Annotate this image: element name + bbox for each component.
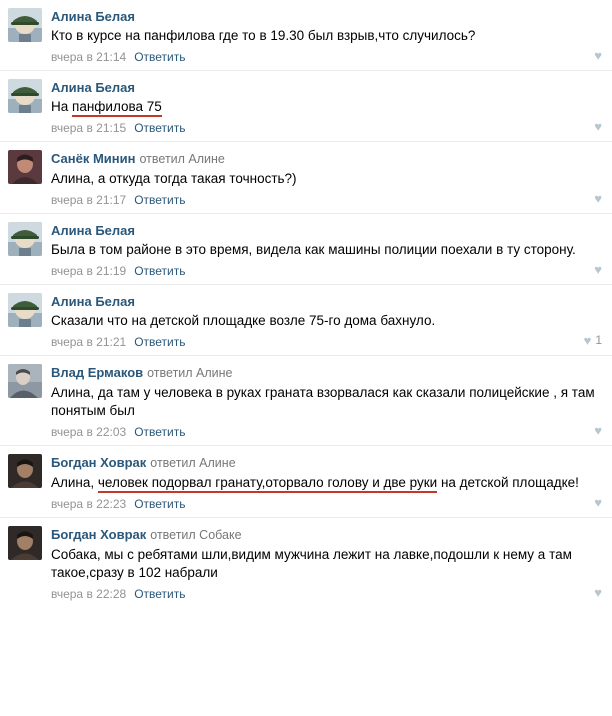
comment-header [51,365,602,381]
comment-date: вчера в 22:23 [51,497,127,511]
comment-body [51,8,602,64]
comment-item [0,445,612,517]
like-button[interactable] [584,333,602,347]
comment-reply-target: ответил Алине [147,366,233,380]
heart-icon: ♥ [583,332,592,348]
comment-text [51,98,602,116]
reply-button[interactable]: Ответить [134,264,186,278]
comment-text [51,312,602,330]
avatar[interactable] [8,8,42,42]
comment-text [51,474,602,492]
comment-header [51,9,602,24]
comment-author-link[interactable]: Санёк Минин [51,151,136,166]
comment-text [51,27,602,45]
comment-author-link[interactable]: Алина Белая [51,223,135,238]
comment-text-part: Алина, а откуда тогда такая точность?) [51,171,297,186]
avatar[interactable] [8,526,42,560]
comment-date: вчера в 21:17 [51,193,127,207]
like-button[interactable] [594,586,602,599]
comment-item [0,213,612,284]
comment-author-link[interactable]: Алина Белая [51,9,135,24]
like-button[interactable] [594,424,602,437]
reply-button[interactable]: Ответить [134,193,186,207]
heart-icon: ♥ [594,119,602,134]
comment-date: вчера в 21:14 [51,50,127,64]
like-button[interactable] [594,192,602,205]
comment-header [51,223,602,238]
comment-author-link[interactable]: Алина Белая [51,80,135,95]
comment-date: вчера в 22:03 [51,425,127,439]
comment-header [51,527,602,543]
comment-text-part: на детской площадке! [437,475,579,490]
comment-item [0,284,612,355]
like-button[interactable] [594,496,602,509]
heart-icon: ♥ [594,495,602,510]
heart-icon: ♥ [594,262,602,277]
comment-header [51,455,602,471]
comment-meta [51,193,602,207]
comment-text [51,546,602,582]
comment-item [0,517,612,607]
comment-author-link[interactable]: Богдан Ховрак [51,455,147,470]
like-button[interactable] [594,49,602,62]
reply-button[interactable]: Ответить [134,425,186,439]
comment-body [51,293,602,349]
comment-text-part: Сказали что на детской площадке возле 75-го дома бахнуло. [51,313,436,328]
comment-body [51,79,602,135]
comment-body [51,222,602,278]
comment-date: вчера в 21:15 [51,121,127,135]
heart-icon: ♥ [594,48,602,63]
comment-reply-target: ответил Алине [150,456,236,470]
comment-meta [51,264,602,278]
comment-text [51,384,602,420]
comment-body [51,150,602,207]
comment-header [51,80,602,95]
comment-text-part: Кто в курсе на панфилова где то в 19.30 был взрыв,что случилось? [51,28,476,43]
comment-text-highlight: человек подорвал гранату,оторвало голову и две руки [98,475,437,493]
reply-button[interactable]: Ответить [134,497,186,511]
comment-meta [51,425,602,439]
reply-button[interactable]: Ответить [134,587,186,601]
comment-reply-target: ответил Собаке [150,528,242,542]
like-count: 1 [595,333,602,347]
heart-icon: ♥ [594,423,602,438]
comment-item [0,0,612,70]
avatar[interactable] [8,222,42,256]
avatar[interactable] [8,79,42,113]
comment-text-highlight: панфилова 75 [72,99,162,117]
comment-body [51,526,602,601]
comment-text-part: Алина, [51,475,98,490]
avatar[interactable] [8,364,42,398]
comment-item [0,70,612,141]
comment-author-link[interactable]: Влад Ермаков [51,365,144,380]
comment-body [51,454,602,511]
comment-date: вчера в 21:19 [51,264,127,278]
comment-text-part: На [51,99,73,114]
comment-text-part: Собака, мы с ребятами шли,видим мужчина лежит на лавке,подошли к нему а там такое,сразу в 102 набрали [51,547,572,580]
like-button[interactable] [594,120,602,133]
avatar[interactable] [8,454,42,488]
avatar[interactable] [8,150,42,184]
comment-header [51,294,602,309]
comment-meta [51,332,602,349]
comment-item [0,355,612,445]
comment-author-link[interactable]: Алина Белая [51,294,135,309]
comment-author-link[interactable]: Богдан Ховрак [51,527,147,542]
comment-date: вчера в 22:28 [51,587,127,601]
comment-item [0,141,612,213]
comment-text [51,241,602,259]
comment-date: вчера в 21:21 [51,335,127,349]
comment-text [51,170,602,188]
reply-button[interactable]: Ответить [134,121,186,135]
heart-icon: ♥ [594,191,602,206]
comment-meta [51,121,602,135]
reply-button[interactable]: Ответить [134,335,186,349]
comment-header [51,151,602,167]
like-button[interactable] [594,263,602,276]
comment-meta [51,587,602,601]
comment-text-part: Была в том районе в это время, видела как машины полиции поехали в ту сторону. [51,242,576,257]
comment-text-part: Алина, да там у человека в руках граната взорвалася как сказали полицейские , я там понятым был [51,385,595,418]
heart-icon: ♥ [594,585,602,600]
comment-meta [51,497,602,511]
avatar[interactable] [8,293,42,327]
comment-meta [51,50,602,64]
comment-body [51,364,602,439]
reply-button[interactable]: Ответить [134,50,186,64]
comment-reply-target: ответил Алине [139,152,225,166]
